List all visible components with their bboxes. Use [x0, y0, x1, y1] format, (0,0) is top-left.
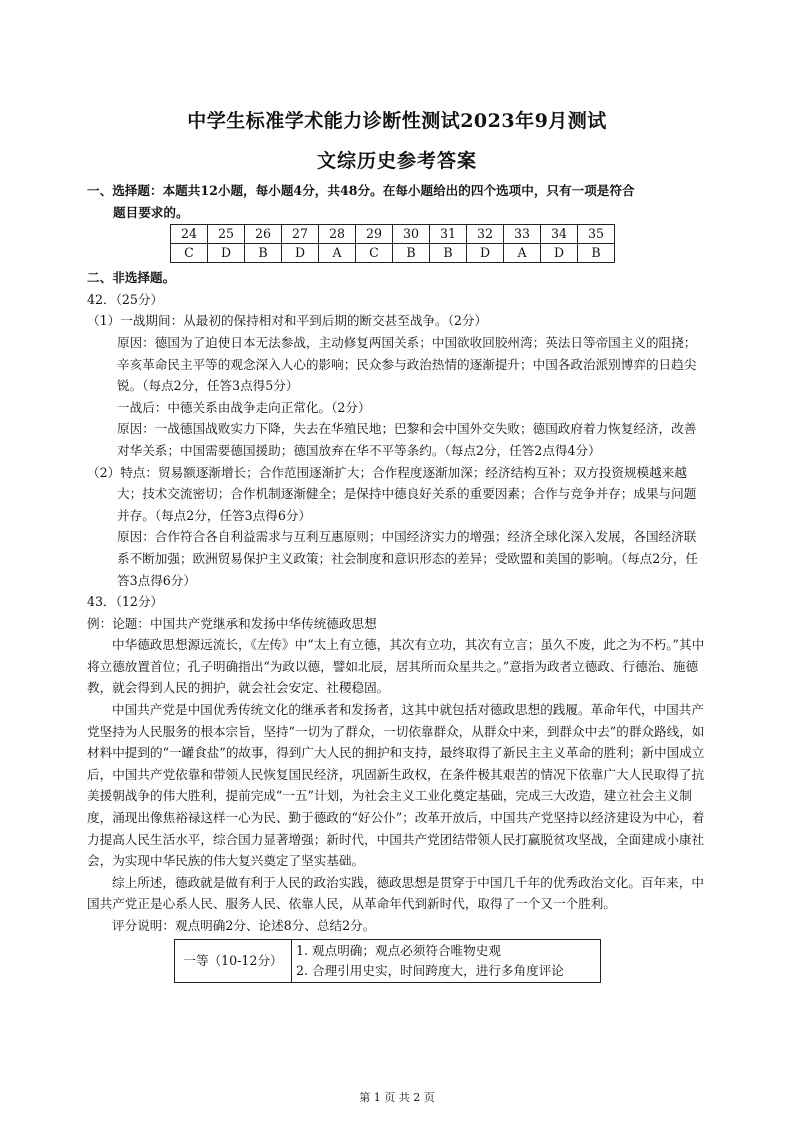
- answer-cell: D: [541, 244, 578, 263]
- question-number-cell: 32: [467, 225, 504, 244]
- section1-heading-line2: 题目要求的。: [113, 204, 189, 220]
- document-title: 中学生标准学术能力诊断性测试2023年9月测试: [187, 110, 607, 132]
- question-number-cell: 27: [282, 225, 319, 244]
- answer-cell: B: [245, 244, 282, 263]
- q43-thesis: 例：论题：中国共产党继承和发扬中华传统德政思想: [87, 615, 377, 631]
- question-number-cell: 26: [245, 225, 282, 244]
- document-subtitle: 文综历史参考答案: [316, 150, 477, 172]
- answer-cell: C: [356, 244, 393, 263]
- rubric-level: 一等（10-12分）: [175, 939, 292, 982]
- q42-label: 42．（25分）: [87, 291, 164, 307]
- answer-cell: A: [504, 244, 541, 263]
- q43-paragraph-2: 中国共产党是中国优秀传统文化的继承者和发扬者，这其中就包括对德政思想的践履。革命年代，中国共产党坚持为人民服务的根本宗旨，坚持“一切为了群众，一切依靠群众，从群众中来，到群众中去”的群众路线，如材料中提到的“一罐食盐”的故事，得到广大人民的拥护和支持，最终取得了新民主主义革命的胜利；新中国成立后，中国共产党依靠和带领人民恢复国民经济，巩固新生政权，在条件极其艰苦的情况下依靠广大人民取得了抗美援朝战争的伟大胜利，提前完成“一五”计划，为社会主义工业化奠定基础，完成三大改造，建立社会主义制度，涌现出像焦裕禄这样一心为民、勤于德政的“好公仆”；改革开放后，中国共产党坚持以经济建设为中心，着力提高人民生活水平，综合国力显著增强；新时代，中国共产党团结带领人民打赢脱贫攻坚战，全面建成小康社会，为实现中华民族的伟大复兴奠定了坚实基础。: [87, 702, 705, 869]
- document-body: [87, 180, 707, 983]
- question-number-cell: 24: [171, 225, 208, 244]
- answer-cell: D: [467, 244, 504, 263]
- answer-cell: C: [171, 244, 208, 263]
- page-footer: 第 1 页 共 2 页: [359, 1091, 435, 1104]
- section1-heading-line1: 一、选择题：本题共12小题，每小题4分，共48分。在每小题给出的四个选项中，只有一项是符合: [87, 183, 635, 198]
- section2-heading: 二、非选择题。: [87, 270, 176, 286]
- question-number-row: [171, 225, 615, 244]
- rubric-description: [292, 939, 601, 982]
- q43-label: 43．（12分）: [87, 594, 164, 610]
- answer-key-table: [170, 224, 615, 263]
- q42-reason3: 原因：合作符合各自利益需求与互利互惠原则；中国经济实力的增强；经济全球化深入发展，各国经济联系不断加强；欧洲贸易保护主义政策；社会制度和意识形态的差异；受欧盟和美国的影响。（每点2分，任答3点得6分）: [117, 529, 699, 588]
- answer-row: [171, 244, 615, 263]
- question-number-cell: 33: [504, 225, 541, 244]
- answer-cell: B: [578, 244, 615, 263]
- q43-scoring-note: 评分说明：观点明确2分、论述8分、总结2分。: [112, 918, 376, 933]
- rubric-table: [174, 939, 601, 983]
- rubric-row: [175, 939, 601, 982]
- question-number-cell: 30: [393, 225, 430, 244]
- question-number-cell: 29: [356, 225, 393, 244]
- q42-postwar: 一战后：中德关系由战争走向正常化。（2分）: [117, 399, 371, 415]
- rubric-item-2: 2. 合理引用史实，时间跨度大，进行多角度评论: [296, 962, 564, 978]
- answer-cell: D: [208, 244, 245, 263]
- q42-part1: （1）一战期间：从最初的保持相对和平到后期的断交甚至战争。（2分）: [87, 313, 488, 329]
- section1-heading: [87, 180, 707, 223]
- question-number-cell: 35: [578, 225, 615, 244]
- question-number-cell: 31: [430, 225, 467, 244]
- question-number-cell: 25: [208, 225, 245, 244]
- answer-cell: D: [282, 244, 319, 263]
- q42-part2: （2）特点：贸易额逐渐增长；合作范围逐渐扩大；合作程度逐渐加深；经济结构互补；双方投资规模越来越大；技术交流密切；合作机制逐渐健全；是保持中德良好关系的重要因素；合作与竞争并存；成果与问题并存。（每点2分，任答3点得6分）: [87, 464, 697, 523]
- rubric-item-1: 1. 观点明确；观点必须符合唯物史观: [296, 942, 501, 958]
- q42-reason2: 原因：一战德国战败实力下降，失去在华殖民地；巴黎和会中国外交失败；德国政府着力恢复经济，改善对华关系；中国需要德国援助；德国放弃在华不平等条约。（每点2分，任答2点得4分）: [117, 421, 697, 458]
- answer-cell: A: [319, 244, 356, 263]
- answer-cell: B: [393, 244, 430, 263]
- q43-paragraph-1: 中华德政思想源远流长，《左传》中“太上有立德，其次有立功，其次有立言；虽久不废，此之为不朽。”其中将立德放置首位；孔子明确指出“为政以德，譬如北辰，居其所而众星共之。”意指为政者立德政、行德治、施德教，就会得到人民的拥护，就会社会安定、社稷稳固。: [87, 637, 705, 696]
- q43-paragraph-3: 综上所述，德政就是做有利于人民的政治实践，德政思想是贯穿于中国几千年的优秀政治文化。百年来，中国共产党正是心系人民、服务人民、依靠人民，从革命年代到新时代，取得了一个又一个胜利。: [87, 874, 704, 912]
- q42-reason1: 原因：德国为了迫使日本无法参战，主动修复两国关系；中国欲收回胶州湾；英法日等帝国主义的阻挠；辛亥革命民主平等的观念深入人心的影响；民众参与政治热情的逐渐提升；中国各政治派别博弈的日趋尖锐。（每点2分，任答3点得5分）: [117, 334, 697, 394]
- answer-cell: B: [430, 244, 467, 263]
- question-number-cell: 34: [541, 225, 578, 244]
- question-number-cell: 28: [319, 225, 356, 244]
